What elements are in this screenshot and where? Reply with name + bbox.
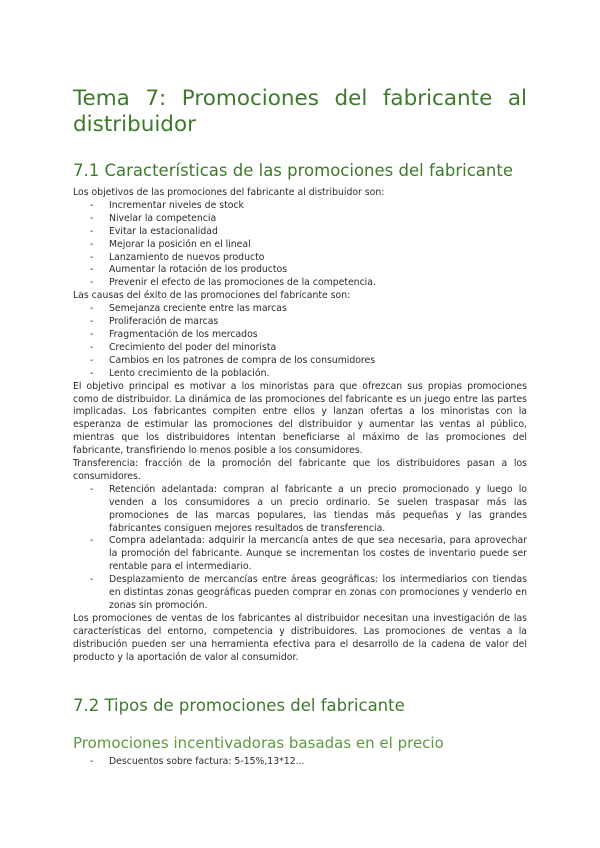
list-item: - Descuentos sobre factura: 5-15%,13*12... [73,756,527,769]
list-item: - Lanzamiento de nuevos producto [73,252,527,265]
list-item: - Compra adelantada: adquirir la mercancía antes de que sea necesaria, para aprovechar la promoción del fabricante. Aunque se incrementan los costes de inventario puede ser rentable para el intermediario. [73,535,527,574]
list-item: - Retención adelantada: compran al fabricante a un precio promocionado y luego lo venden a los consumidores a un precio ordinario. Se suelen traspasar más las promociones de las marcas populares, las tiendas más pequeñas y las grandes fabricantes consiguen mejores resultados de transferencia. [73,484,527,536]
list-item: - Evitar la estacionalidad [73,226,527,239]
subheading-price-promotions: Promociones incentivadoras basadas en el precio [73,734,444,752]
causes-intro: Las causas del éxito de las promociones del fabricante son: [73,290,351,302]
causes-list [73,303,527,380]
list-item: - Lento crecimiento de la población. [73,368,527,381]
page-title: Tema 7: Promociones del fabricante al distribuidor [73,86,527,137]
list-item: - Prevenir el efecto de las promociones de la competencia. [73,277,527,290]
objectives-list [73,200,527,290]
transfer-list [73,484,527,613]
section-heading-7-2: 7.2 Tipos de promociones del fabricante [73,696,405,715]
list-item: - Crecimiento del poder del minorista [73,342,527,355]
list-item: - Mejorar la posición en el lineal [73,239,527,252]
objective-paragraph: El objetivo principal es motivar a los minoristas para que ofrezcan sus propias promociones como de distribuidor. La dinámica de las promociones del fabricante es un juego entre las partes implicadas. Los fabricantes compiten entre ellos y lanzan ofertas a los minoristas con la esperanza de estimular las promociones del distribuidor y aumentar las ventas al público, mientras que los distribuidores intentan beneficiarse al máximo de las promociones del fabricante, transfiriendo lo menos posible a los consumidores. [73,380,527,457]
price-promotions-list [73,756,527,769]
list-item: - Aumentar la rotación de los productos [73,264,527,277]
closing-paragraph: Los promociones de ventas de los fabricantes al distribuidor necesitan una investigación de las características del entorno, competencia y distribuidores. Las promociones de ventas a la distribución pueden ser una herramienta efectiva para el desarrollo de la cadena de valor del producto y la aportación de valor al consumidor. [73,612,527,663]
list-item: - Proliferación de marcas [73,316,527,329]
section-7-1-body [73,187,527,665]
list-item: - Incrementar niveles de stock [73,200,527,213]
section-heading-7-1: 7.1 Características de las promociones del fabricante [73,161,513,180]
list-item: - Nivelar la competencia [73,213,527,226]
transfer-paragraph: Transferencia: fracción de la promoción del fabricante que los distribuidores pasan a los consumidores. [73,458,527,482]
list-item: - Fragmentación de los mercados [73,329,527,342]
list-item: - Cambios en los patrones de compra de los consumidores [73,355,527,368]
list-item: - Desplazamiento de mercancías entre áreas geográficas: los intermediarios con tiendas en distintas zonas geográficas pueden comprar en zonas con promociones y venderlo en zonas sin promoción. [73,574,527,613]
objectives-intro: Los objetivos de las promociones del fabricante al distribuidor son: [73,187,385,198]
list-item: - Semejanza creciente entre las marcas [73,303,527,316]
section-7-2-body [73,756,527,769]
